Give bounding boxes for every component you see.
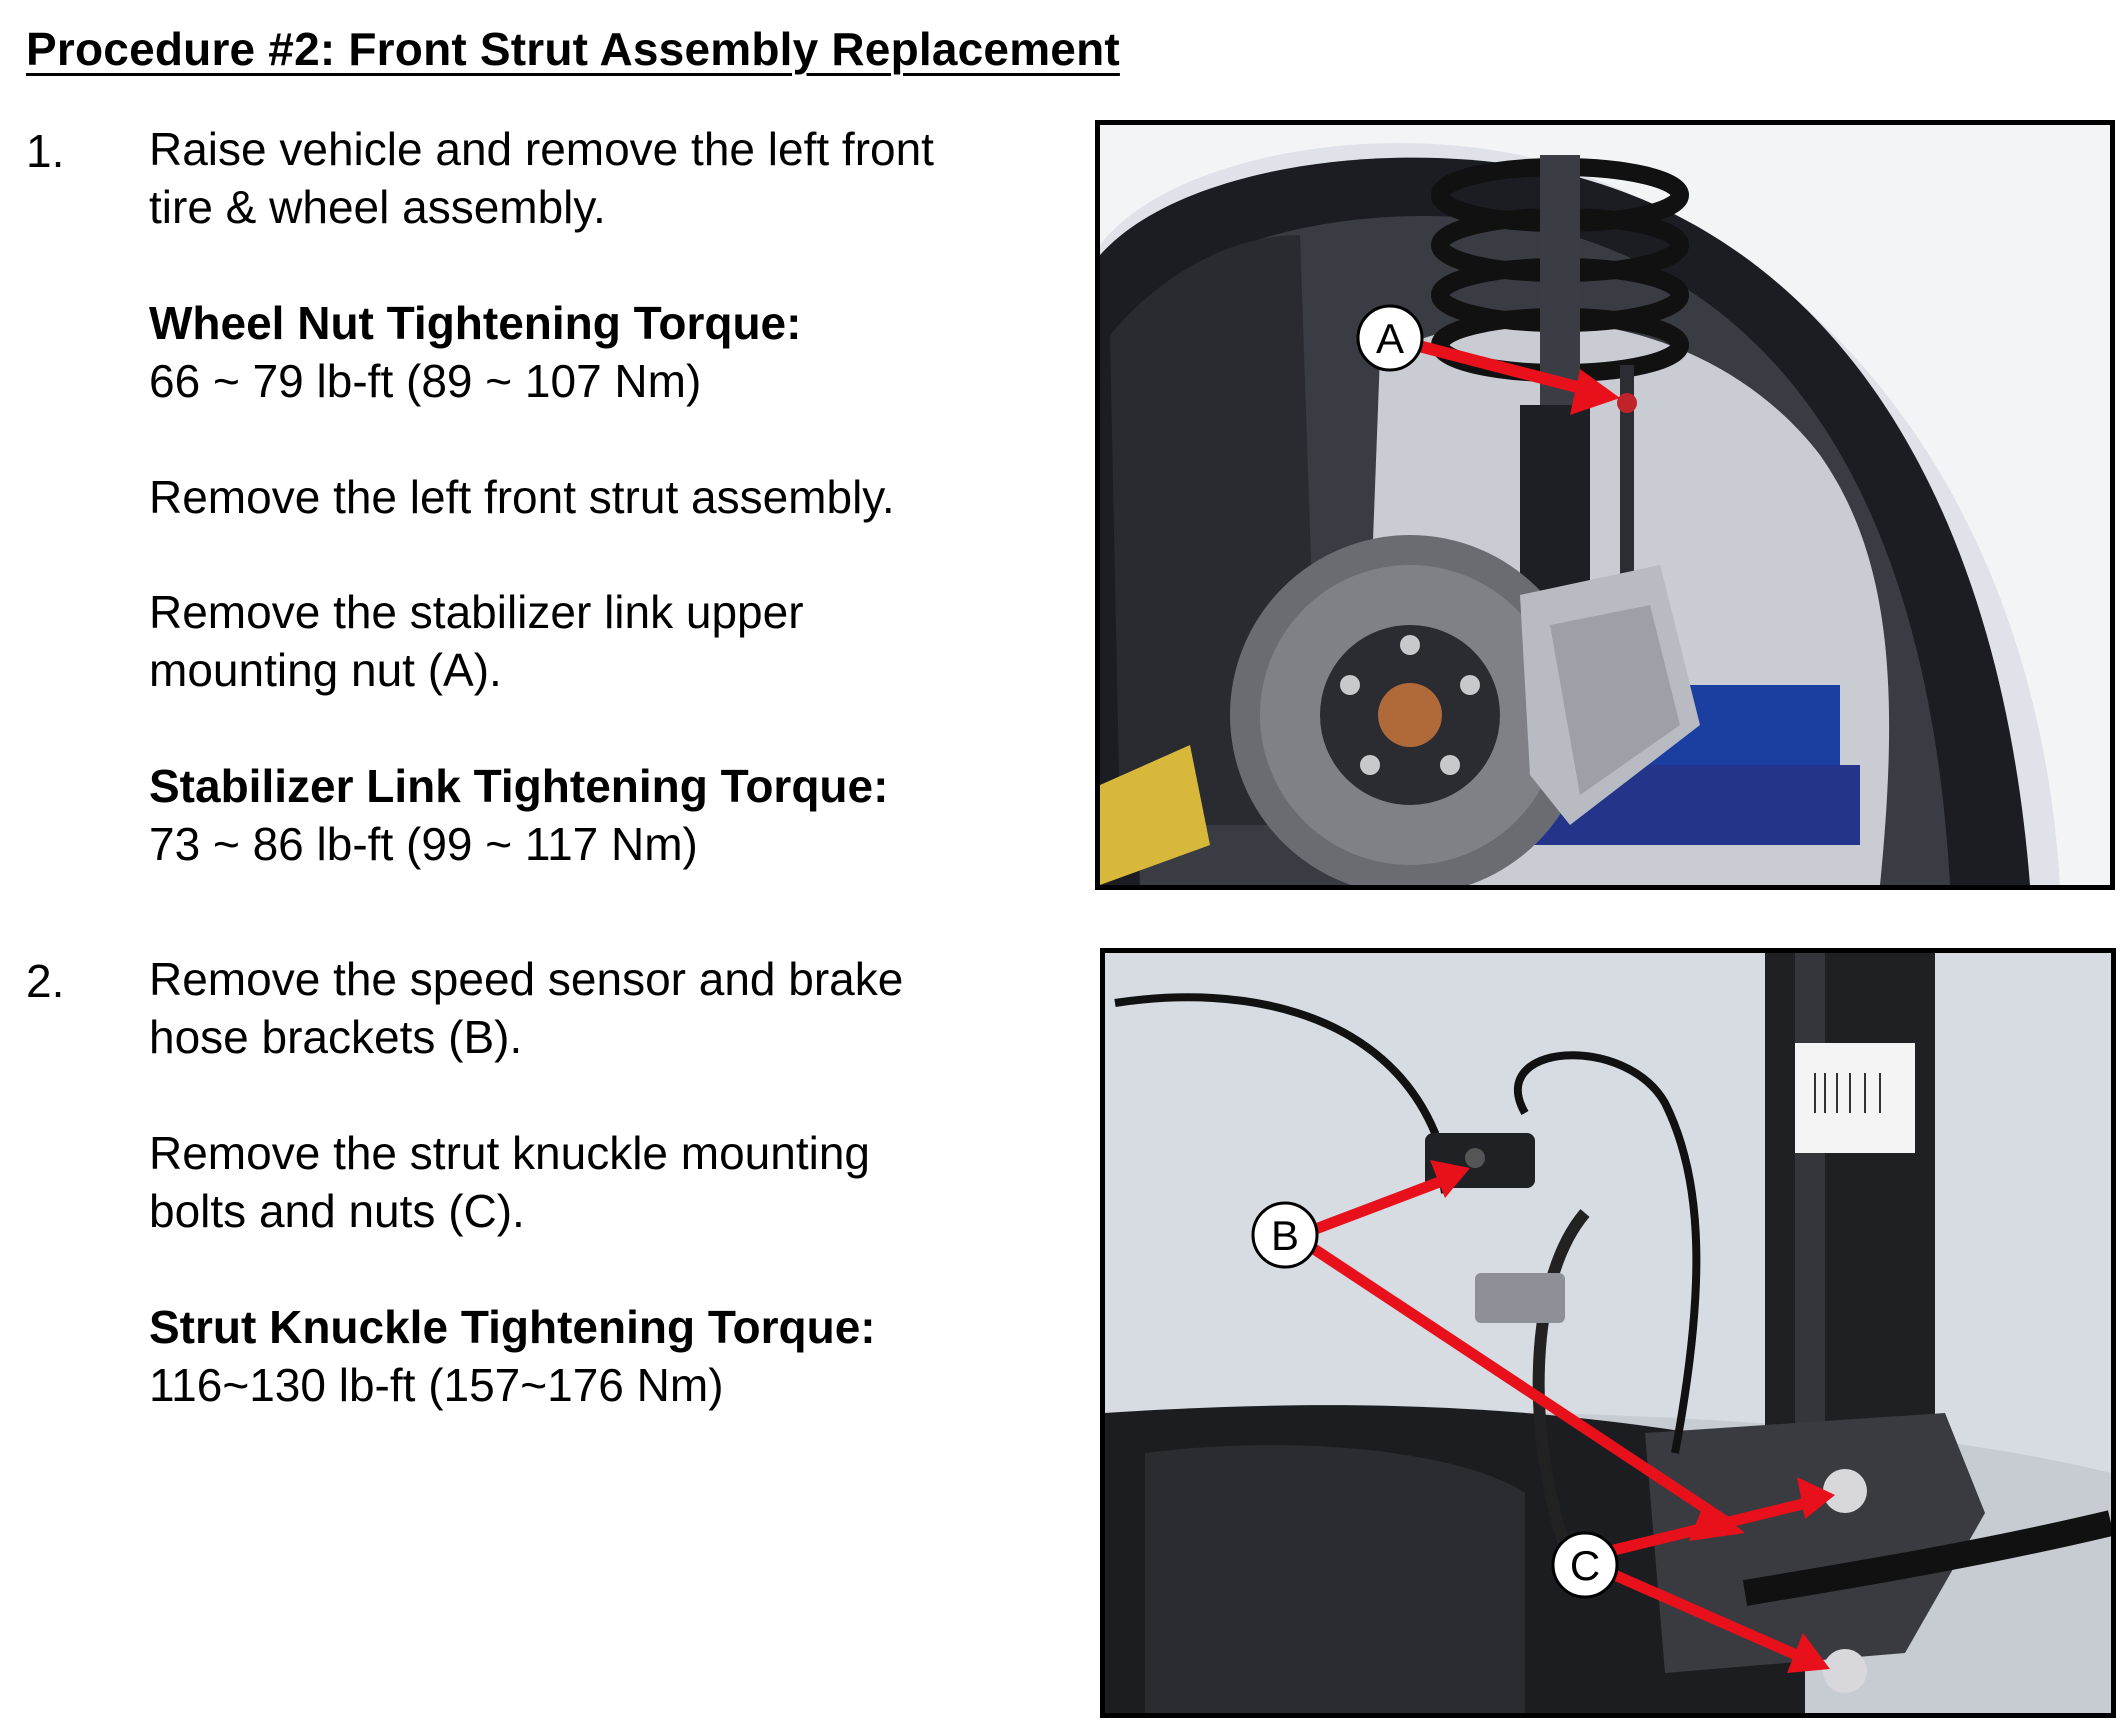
text-line: Raise vehicle and remove the left front xyxy=(149,123,934,175)
step-1-instruction xyxy=(149,120,934,236)
step-2-number: 2. xyxy=(26,955,65,1007)
photo-illustration xyxy=(1100,125,2110,885)
callout-a-label: A xyxy=(1375,315,1405,362)
torque-heading: Strut Knuckle Tightening Torque: xyxy=(149,1301,876,1353)
text-line: mounting nut (A). xyxy=(149,644,502,696)
callout-b-label: B xyxy=(1270,1212,1300,1259)
text-line: Remove the left front strut assembly. xyxy=(149,471,895,523)
knuckle-bolts-instruction xyxy=(149,1124,870,1240)
stabilizer-torque-spec xyxy=(149,757,888,873)
torque-heading: Stabilizer Link Tightening Torque: xyxy=(149,760,889,812)
wheel-nut-torque-spec xyxy=(149,294,801,410)
remove-strut-instruction xyxy=(149,468,895,526)
text-line: hose brackets (B). xyxy=(149,1011,523,1063)
callout-c-label: C xyxy=(1569,1542,1601,1589)
text-line: bolts and nuts (C). xyxy=(149,1185,525,1237)
photo-illustration xyxy=(1105,953,2111,1713)
torque-value: 66 ~ 79 lb-ft (89 ~ 107 Nm) xyxy=(149,355,702,407)
text-line: tire & wheel assembly. xyxy=(149,181,606,233)
page-title: Procedure #2: Front Strut Assembly Replacement xyxy=(26,23,1120,75)
torque-value: 73 ~ 86 lb-ft (99 ~ 117 Nm) xyxy=(149,818,698,870)
text-line: Remove the stabilizer link upper xyxy=(149,586,804,638)
torque-value: 116~130 lb-ft (157~176 Nm) xyxy=(149,1359,724,1411)
text-line: Remove the strut knuckle mounting xyxy=(149,1127,871,1179)
torque-heading: Wheel Nut Tightening Torque: xyxy=(149,297,802,349)
figure-strut-knuckle-photo xyxy=(1100,948,2116,1718)
figure-strut-stabilizer-photo xyxy=(1095,120,2115,890)
stabilizer-nut-instruction xyxy=(149,583,804,699)
step-2-instruction xyxy=(149,950,903,1066)
knuckle-torque-spec xyxy=(149,1298,876,1414)
step-1-number: 1. xyxy=(26,125,65,177)
text-line: Remove the speed sensor and brake xyxy=(149,953,904,1005)
